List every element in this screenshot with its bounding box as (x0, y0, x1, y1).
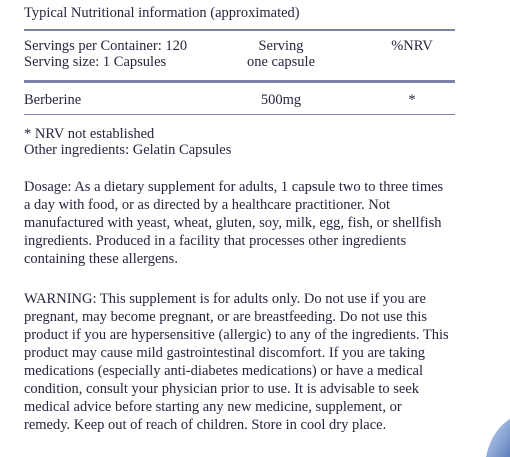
servings-per-container: Servings per Container: 120 (24, 38, 188, 54)
warning-line: WARNING: This supplement is for adults only. Do not use if you are (24, 291, 426, 307)
warning-line: product may cause mild gastrointestinal discomfort. If you are taking (24, 345, 426, 361)
ingredient-nrv: * (408, 92, 416, 108)
warning-line: medications (especially anti-diabetes medications) or have a medical (24, 363, 423, 379)
warning-line: remedy. Keep out of reach of children. Store in cool dry place. (24, 417, 387, 433)
top-divider (24, 29, 455, 31)
table-notes (24, 126, 231, 158)
header-divider (24, 80, 455, 83)
other-ingredients: Other ingredients: Gelatin Capsules (24, 142, 232, 158)
dosage-paragraph (24, 178, 494, 268)
corner-decoration (484, 417, 510, 457)
servings-info (24, 38, 187, 70)
corner-decoration-shape (486, 419, 510, 457)
dosage-line: a day with food, or as directed by a healthcare practitioner. Not (24, 197, 390, 213)
nrv-column-header: %NRV (391, 38, 433, 54)
dosage-line: manufactured with yeast, wheat, gluten, soy, milk, egg, fish, or shellfish (24, 215, 442, 231)
nrv-note: * NRV not established (24, 126, 155, 142)
warning-line: product if you are hypersensitive (allergic) to any of the ingredients. This (24, 327, 449, 343)
nutrition-heading: Typical Nutritional information (approximated) (24, 5, 300, 21)
dosage-line: ingredients. Produced in a facility that processes other ingredients (24, 233, 407, 249)
serving-size: Serving size: 1 Capsules (24, 54, 167, 70)
serving-header-line2: one capsule (246, 54, 316, 70)
warning-line: medical advice before starting any new medicine, supplement, or (24, 399, 402, 415)
warning-line: pregnant, may become pregnant, or are breastfeeding. Do not use this (24, 309, 428, 325)
serving-column-header (245, 38, 317, 70)
warning-paragraph (24, 290, 494, 434)
ingredient-amount: 500mg (260, 92, 302, 108)
warning-line: condition, consult your physician prior to use. It is advisable to seek (24, 381, 420, 397)
dosage-line: containing these allergens. (24, 251, 178, 267)
table-bottom-divider (24, 114, 455, 115)
ingredient-name: Berberine (24, 92, 82, 108)
dosage-line: Dosage: As a dietary supplement for adults, 1 capsule two to three times (24, 179, 444, 195)
serving-header-line1: Serving (258, 38, 304, 54)
